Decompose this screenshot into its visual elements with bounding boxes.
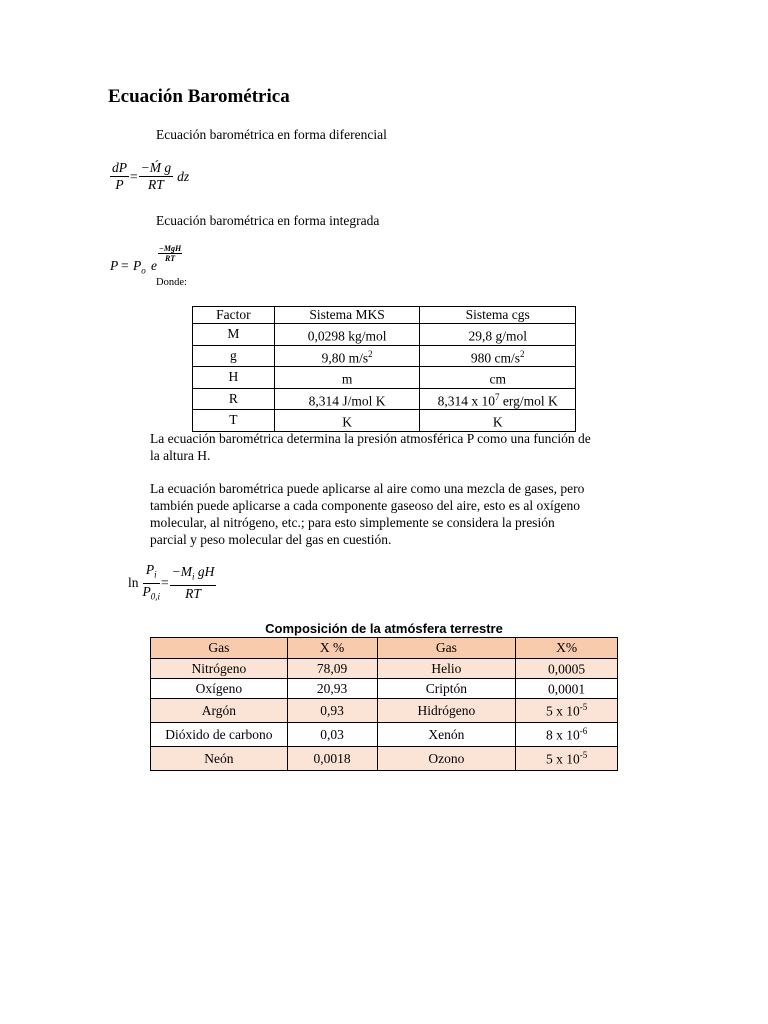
table-row [193, 324, 576, 346]
table-row [193, 410, 576, 432]
fraction-cell [516, 747, 618, 771]
fraction-value: 8 x 10 [545, 727, 580, 743]
eq3-lhs-den [143, 584, 161, 605]
composition-table-header [151, 638, 618, 659]
header-factor: Factor [193, 307, 275, 324]
fraction-value: 0,0001 [548, 681, 586, 697]
eq1-lhs-num: dP [112, 160, 127, 175]
factor-cell: H [193, 367, 275, 389]
table-row [193, 345, 576, 367]
mks-cell [274, 367, 420, 389]
cgs-value: 980 cm/s [470, 350, 521, 365]
cgs-value: cm [489, 371, 506, 387]
table-row [193, 388, 576, 410]
integrated-equation [110, 244, 210, 280]
paragraph-line: La ecuación barométrica determina la presión atmosférica P como una función de [150, 431, 591, 446]
eq3-num-base: P [145, 562, 155, 577]
table-row [193, 367, 576, 389]
donde-label: Donde: [156, 277, 187, 288]
gas-cell: Dióxido de carbono [151, 723, 288, 747]
eq3-ln: ln [128, 575, 139, 591]
fraction-cell [516, 699, 618, 723]
gas-cell: Oxígeno [151, 679, 288, 699]
fraction-value: 5 x 10 [545, 703, 580, 719]
paragraph-line: molecular, al nitrógeno, etc.; para esto simplemente se considera la presión [150, 515, 555, 530]
eq2-p0-base: P [133, 258, 142, 273]
mks-value: K [342, 414, 352, 430]
integrated-intro: Ecuación barométrica en forma integrada [156, 213, 380, 228]
gas-cell: Xenón [377, 723, 516, 747]
gas-cell: Helio [377, 659, 516, 679]
cgs-value: 29,8 g/mol [468, 328, 527, 344]
eq3-rhs-tail: gH [194, 564, 215, 580]
header-mks: Sistema MKS [274, 307, 420, 324]
paragraph-line: la altura H. [150, 448, 211, 463]
fraction-cell: 78,09 [287, 659, 377, 679]
gas-cell: Ozono [377, 747, 516, 771]
eq3-rhs-num [170, 564, 217, 586]
table-row [151, 723, 618, 747]
differential-intro: Ecuación barométrica en forma diferencial [156, 127, 387, 142]
eq1-lhs-den: P [115, 177, 124, 192]
cgs-value: K [492, 414, 503, 430]
cgs-cell [420, 410, 576, 432]
gas-cell: Nitrógeno [151, 659, 288, 679]
eq3-lhs-fraction [143, 562, 161, 604]
composition-table [150, 637, 618, 771]
cgs-cell [420, 345, 576, 367]
eq1-rhs-den: RT [147, 177, 164, 192]
eq3-rhs-base: −M [171, 564, 193, 580]
mks-cell [274, 345, 420, 367]
paragraph-pressure-function [150, 430, 591, 464]
eq2-exp-den: RT [164, 254, 176, 263]
mks-cell [274, 388, 420, 410]
header-gas: Gas [377, 638, 516, 659]
factor-cell: T [193, 410, 275, 432]
gas-cell: Neón [151, 747, 288, 771]
factor-cell: R [193, 388, 275, 410]
mks-value: m [341, 371, 353, 387]
eq2-e: e [151, 258, 157, 273]
mks-value: 9,80 m/s [321, 350, 369, 365]
cgs-value: 8,314 x 10 [437, 393, 496, 408]
eq2-lhs: P [110, 258, 119, 273]
fraction-cell [516, 723, 618, 747]
fraction-cell [516, 659, 618, 679]
gas-cell: Criptón [377, 679, 516, 699]
fraction-cell: 0,0018 [287, 747, 377, 771]
eq2-exponent [158, 244, 182, 263]
eq3-rhs-fraction [170, 564, 217, 602]
fraction-exponent: -5 [579, 701, 588, 712]
mks-value: 8,314 J/mol K [308, 393, 386, 408]
eq3-lhs-num [143, 562, 161, 584]
eq3-equals: = [161, 575, 169, 591]
eq2-exp-num: −MgH [159, 244, 182, 253]
fraction-cell: 20,93 [287, 679, 377, 699]
eq2-equals: = [121, 258, 129, 273]
gas-cell: Hidrógeno [377, 699, 516, 723]
eq3-den-base: P [142, 583, 151, 599]
fraction-cell: 0,93 [287, 699, 377, 723]
cgs-sup: 7 [495, 391, 500, 402]
mks-cell [274, 324, 420, 346]
differential-equation [110, 160, 189, 193]
eq2-p0-sub: o [141, 265, 146, 276]
paragraph-line: La ecuación barométrica puede aplicarse al aire como una mezcla de gases, pero [150, 481, 585, 496]
composition-table-caption: Composición de la atmósfera terrestre [265, 621, 503, 636]
header-x: X% [516, 638, 618, 659]
eq1-lhs-fraction [110, 160, 129, 193]
eq3-rhs-sub: i [192, 572, 195, 583]
cgs-sup: 2 [520, 348, 525, 359]
paragraph-line: también puede aplicarse a cada componente gaseoso del aire, esto es al oxígeno [150, 498, 580, 513]
page-title: Ecuación Barométrica [108, 86, 290, 107]
cgs-cell [420, 324, 576, 346]
eq1-rhs-fraction [139, 160, 173, 193]
cgs-cell [420, 388, 576, 410]
eq3-den-sub: 0,i [150, 591, 161, 602]
header-gas: Gas [151, 638, 288, 659]
table-row [151, 679, 618, 699]
eq3-num-sub: i [154, 569, 157, 580]
header-cgs: Sistema cgs [420, 307, 576, 324]
fraction-exponent: -5 [579, 749, 588, 760]
units-table [192, 306, 576, 432]
table-row [151, 747, 618, 771]
eq1-tail: dz [177, 168, 190, 184]
partial-pressure-equation [128, 562, 216, 604]
eq2-p0 [133, 258, 146, 276]
fraction-value: 5 x 10 [545, 751, 580, 767]
fraction-value: 0,0005 [548, 661, 586, 677]
mks-value: 0,0298 kg/mol [307, 328, 387, 344]
header-x: X % [287, 638, 377, 659]
fraction-cell [516, 679, 618, 699]
cgs-tail: erg/mol K [499, 393, 558, 408]
table-row [151, 659, 618, 679]
eq3-rhs-den: RT [185, 586, 201, 602]
cgs-cell [420, 367, 576, 389]
factor-cell: M [193, 324, 275, 346]
fraction-cell: 0,03 [287, 723, 377, 747]
eq1-rhs-num: −Ḿ g [140, 160, 172, 175]
mks-sup: 2 [368, 348, 373, 359]
units-table-header [193, 307, 576, 324]
paragraph-line: parcial y peso molecular del gas en cuestión. [150, 532, 392, 547]
fraction-exponent: -6 [579, 725, 588, 736]
table-row [151, 699, 618, 723]
mks-cell [274, 410, 420, 432]
eq1-equals: = [130, 168, 138, 184]
gas-cell: Argón [151, 699, 288, 723]
paragraph-gas-mixture [150, 480, 584, 548]
factor-cell: g [193, 345, 275, 367]
